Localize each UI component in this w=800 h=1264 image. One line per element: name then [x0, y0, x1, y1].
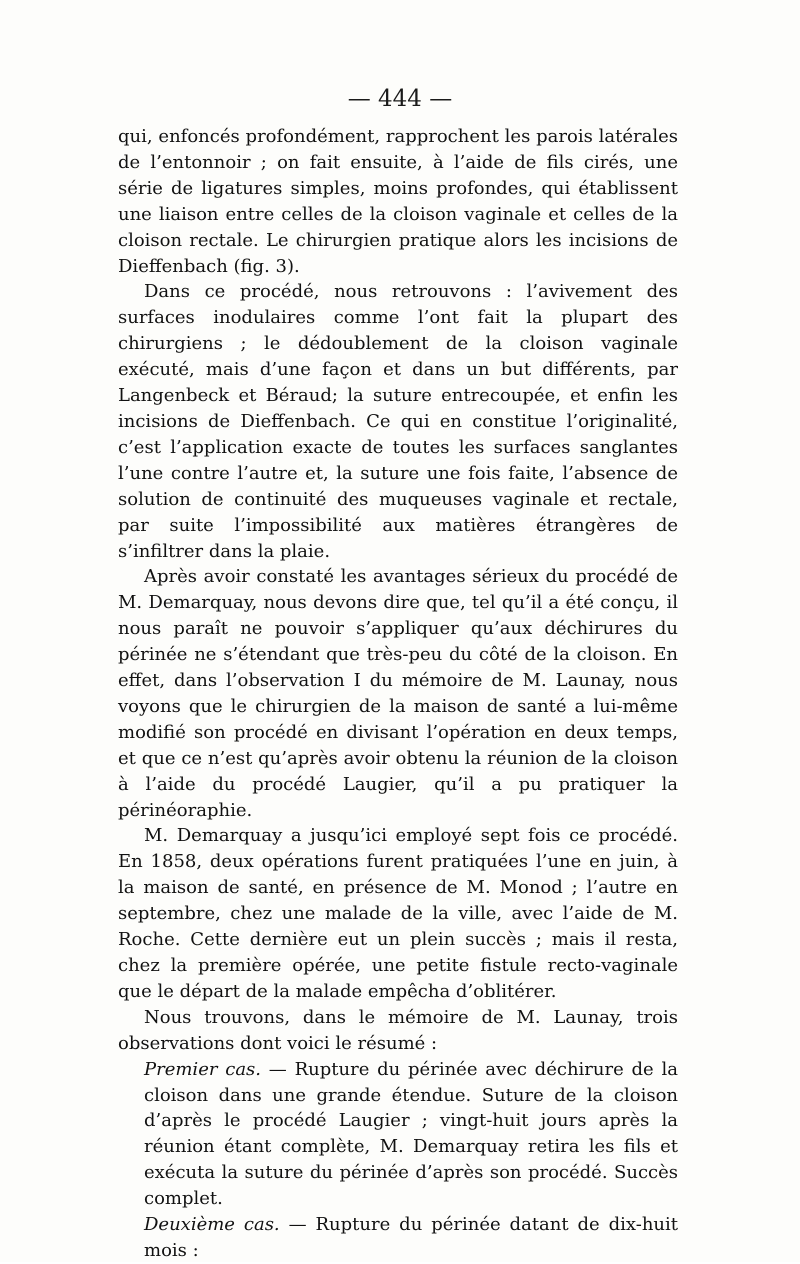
case-text: — Rupture du périnée datant de dix-huit mois : [144, 1214, 678, 1261]
page-number: — 444 — [347, 86, 453, 112]
case-title: Premier cas. [144, 1058, 262, 1080]
paragraph: Après avoir constaté les avantages sérieux du procédé de M. Demarquay, nous devons dire que, tel qu’il a été conçu, il nous paraît ne pouvoir s’appliquer qu’aux déchirures du périnée ne s’étendant que très-peu du côté de la cloison. En effet, dans l’observation I du mémoire de M. Launay, nous voyons que le chirurgien de la maison de santé a lui-même modifié son procédé en divisant l’opération en deux temps, et que ce n’est qu’après avoir obtenu la réunion de la cloison à l’aide du procédé Laugier, qu’il a pu pratiquer la périnéoraphie. [118, 566, 678, 821]
paragraph: Nous trouvons, dans le mémoire de M. Launay, trois observations dont voici le résumé : [118, 1006, 678, 1054]
paragraph: qui, enfoncés profondément, rapprochent les parois latérales de l’entonnoir ; on fait ensuite, à l’aide de fils cirés, une série de ligatures simples, moins profondes, qui établissent une liaison entre celles de la cloison vaginale et celles de la cloison rectale. Le chirurgien pratique alors les incisions de Dieffenbach (fig. 3). [118, 126, 678, 277]
case-text: — Rupture du périnée avec déchirure de la cloison dans une grande étendue. Suture de la cloison d’après le procédé Laugier ; vingt-huit jours après la réunion étant complète, M. Demarquay retira les fils et exécuta la suture du périnée d’après son procédé. Succès complet. [144, 1058, 678, 1210]
paragraph: Dans ce procédé, nous retrouvons : l’avivement des surfaces inodulaires comme l’ont fait la plupart des chirurgiens ; le dédoublement de la cloison vaginale exécuté, mais d’une façon et dans un but différents, par Langenbeck et Béraud; la suture entrecoupée, et enfin les incisions de Dieffenbach. Ce qui en constitue l’originalité, c’est l’application exacte de toutes les surfaces sanglantes l’une contre l’autre et, la suture une fois faite, l’absence de solution de continuité des muqueuses vaginale et rectale, par suite l’impossibilité aux matières étrangères de s’infiltrer dans la plaie. [118, 281, 678, 562]
case-title: Deuxième cas. [144, 1214, 280, 1236]
case-summary [118, 1057, 678, 1212]
case-summary [118, 1212, 678, 1264]
paragraph: M. Demarquay a jusqu’ici employé sept fois ce procédé. En 1858, deux opérations furent pratiquées l’une en juin, à la maison de santé, en présence de M. Monod ; l’autre en septembre, chez une malade de la ville, avec l’aide de M. Roche. Cette dernière eut un plein succès ; mais il resta, chez la première opérée, une petite fistule recto-vaginale que le départ de la malade empêcha d’oblitérer. [118, 825, 678, 1002]
body-text [118, 124, 678, 1264]
